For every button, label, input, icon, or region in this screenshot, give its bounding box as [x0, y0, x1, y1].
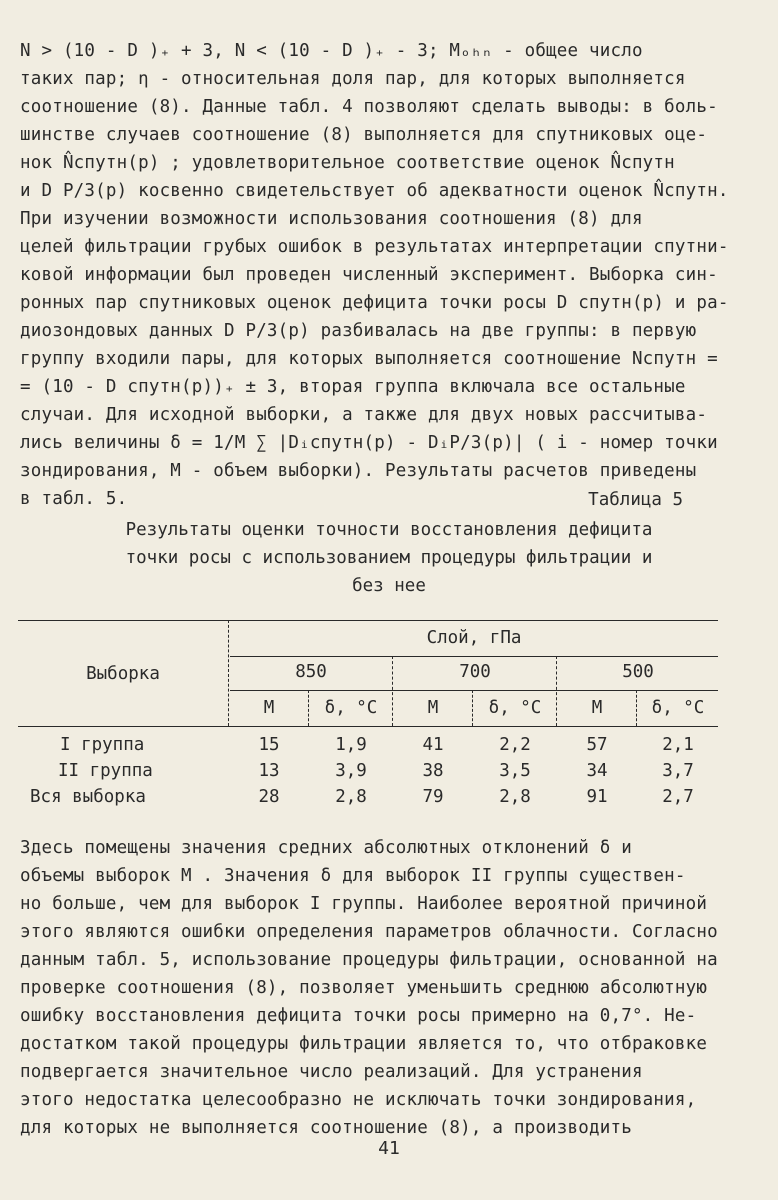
table-header-bottom-rule: [18, 726, 718, 727]
table-cell: 2,1: [662, 735, 694, 755]
text-line-24: ошибку восстановления дефицита точки росы примерно на 0,7°. Не-: [20, 1006, 697, 1026]
text-line-14: случаи. Для исходной выборки, а также для двух новых рассчитыва-: [20, 405, 708, 425]
table-caption-line-3: без нее: [352, 576, 426, 596]
table-cell: 91: [586, 787, 608, 807]
header-m-500: M: [591, 698, 603, 718]
text-line-5: нок N̂спутн(p) ; удовлетворительное соответствие оценок N̂спутн: [20, 153, 675, 173]
text-line-17: в табл. 5.: [20, 489, 128, 509]
header-delta-700: δ, °C: [488, 698, 542, 718]
table-cell: 2,7: [662, 787, 694, 807]
table-cell: 2,8: [499, 787, 531, 807]
table-cell: 34: [586, 761, 608, 781]
table-row-label: Вся выборка: [30, 787, 146, 807]
text-line-2: таких пар; η - относительная доля пар, для которых выполняется: [20, 69, 686, 89]
text-line-10: ронных пар спутниковых оценок дефицита точки росы D спутн(p) и ра-: [20, 293, 729, 313]
text-line-27: этого недостатка целесообразно не исключать точки зондирования,: [20, 1090, 697, 1110]
text-line-7: При изучении возможности использования соотношения (8) для: [20, 209, 643, 229]
text-line-16: зондирования, M - объем выборки). Результаты расчетов приведены: [20, 461, 697, 481]
text-line-13: = (10 - D спутн(p))₊ ± 3, вторая группа включала все остальные: [20, 377, 686, 397]
table-caption-line-1: Результаты оценки точности восстановления дефицита: [125, 520, 653, 540]
text-line-28: для которых не выполняется соотношение (8), а производить: [20, 1118, 632, 1138]
header-sample: Выборка: [86, 664, 160, 684]
table-label: Таблица 5: [588, 490, 683, 510]
header-layer-500: 500: [622, 662, 654, 682]
table-cell: 13: [258, 761, 280, 781]
page-number: 41: [378, 1138, 400, 1159]
table-cell: 79: [422, 787, 444, 807]
table-cell: 2,2: [499, 735, 531, 755]
header-layer-850: 850: [295, 662, 327, 682]
table-cell: 2,8: [335, 787, 367, 807]
text-line-21: этого являются ошибки определения параметров облачности. Согласно: [20, 922, 718, 942]
table-row-label: II группа: [58, 761, 153, 781]
header-m-850: M: [263, 698, 275, 718]
table-cell: 3,5: [499, 761, 531, 781]
header-delta-850: δ, °C: [324, 698, 378, 718]
table-cell: 15: [258, 735, 280, 755]
text-line-4: шинстве случаев соотношение (8) выполняется для спутниковых оце-: [20, 125, 708, 145]
table-cell: 41: [422, 735, 444, 755]
table-layer-rule: [230, 656, 718, 657]
table-cell: 38: [422, 761, 444, 781]
header-delta-500: δ, °C: [651, 698, 705, 718]
text-line-3: соотношение (8). Данные табл. 4 позволяют сделать выводы: в боль-: [20, 97, 718, 117]
table-row-label: I группа: [60, 735, 145, 755]
text-line-8: целей фильтрации грубых ошибок в результатах интерпретации спутни-: [20, 237, 729, 257]
text-line-19: объемы выборок M . Значения δ для выборок II группы существен-: [20, 866, 686, 886]
table-cell: 3,7: [662, 761, 694, 781]
table-caption-line-2: точки росы с использованием процедуры фильтрации и: [125, 548, 653, 568]
text-line-9: ковой информации был проведен численный эксперимент. Выборка син-: [20, 265, 718, 285]
text-line-26: подвергается значительное число реализаций. Для устранения: [20, 1062, 643, 1082]
text-line-18: Здесь помещены значения средних абсолютных отклонений δ и: [20, 838, 632, 858]
text-line-6: и D P/3(p) косвенно свидетельствует об адекватности оценок N̂спутн.: [20, 181, 729, 201]
text-line-12: группу входили пары, для которых выполняется соотношение Nспутн =: [20, 349, 718, 369]
text-line-23: проверке соотношения (8), позволяет уменьшить среднюю абсолютную: [20, 978, 708, 998]
table-top-rule: [18, 620, 718, 621]
header-layer: Слой, гПа: [426, 628, 522, 648]
text-line-22: данным табл. 5, использование процедуры фильтрации, основанной на: [20, 950, 718, 970]
table-cell: 28: [258, 787, 280, 807]
header-m-700: M: [427, 698, 439, 718]
table-cell: 3,9: [335, 761, 367, 781]
text-line-20: но больше, чем для выборок I группы. Наиболее вероятной причиной: [20, 894, 708, 914]
text-line-15: лись величины δ = 1/M ∑ |Dᵢспутн(p) - DᵢP/3(p)| ( i - номер точки: [20, 433, 718, 453]
text-line-1: N > (10 - D )₊ + 3, N < (10 - D )₊ - 3; Mₒₕₙ - общее число: [20, 41, 643, 61]
table-cell: 1,9: [335, 735, 367, 755]
text-line-25: достатком такой процедуры фильтрации является то, что отбраковке: [20, 1034, 708, 1054]
table-sub-rule: [230, 690, 718, 691]
text-line-11: диозондовых данных D P/3(p) разбивалась на две группы: в первую: [20, 321, 697, 341]
table-cell: 57: [586, 735, 608, 755]
header-layer-700: 700: [459, 662, 491, 682]
